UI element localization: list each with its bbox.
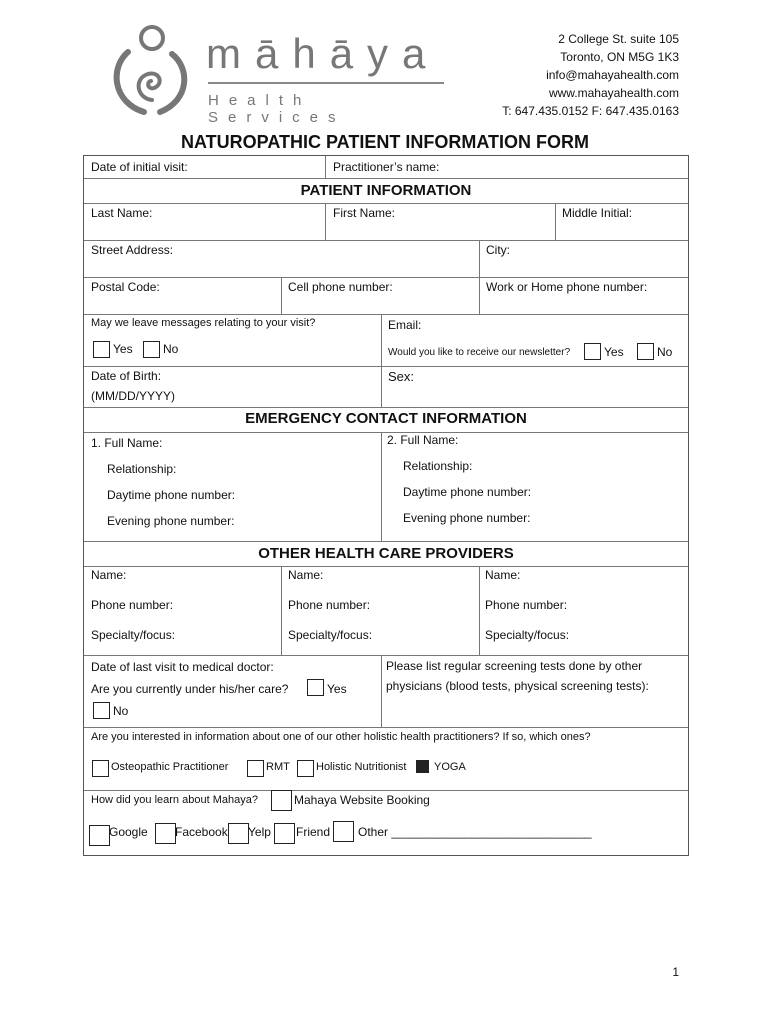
address-line: 2 College St. suite 105 xyxy=(558,32,679,46)
provider3-name-label: Name: xyxy=(485,568,521,582)
screening-tests-label-2: physicians (blood tests, physical screening tests): xyxy=(386,679,649,693)
date-initial-visit-label: Date of initial visit: xyxy=(91,160,188,174)
ec1-relationship-label: Relationship: xyxy=(107,462,177,476)
other-label: Other ______________________________ xyxy=(358,825,592,839)
city-label: City: xyxy=(486,243,510,257)
logo-divider xyxy=(208,82,444,84)
osteopathic-label: Osteopathic Practitioner xyxy=(111,761,229,773)
rmt-label: RMT xyxy=(266,761,290,773)
address-line: Toronto, ON M5G 1K3 xyxy=(560,50,679,64)
messages-no-label: No xyxy=(163,342,179,356)
holistic-question: Are you interested in information about one of our other holistic health practitioners? If so, which ones? xyxy=(91,731,591,743)
ec2-daytime-phone-label: Daytime phone number: xyxy=(403,485,532,499)
ec2-evening-phone-label: Evening phone number: xyxy=(403,511,531,525)
friend-checkbox[interactable] xyxy=(274,823,295,844)
practitioner-name-label: Practitioner’s name: xyxy=(333,160,440,174)
screening-tests-label-1: Please list regular screening tests done by other xyxy=(386,659,643,673)
address-block xyxy=(502,30,679,120)
ec2-full-name-label: 2. Full Name: xyxy=(387,433,459,447)
provider1-name-label: Name: xyxy=(91,568,127,582)
leave-messages-label: May we leave messages relating to your visit? xyxy=(91,317,316,329)
provider3-phone-label: Phone number: xyxy=(485,598,568,612)
newsletter-yes-label: Yes xyxy=(604,345,624,359)
street-address-label: Street Address: xyxy=(91,243,174,257)
google-label: Google xyxy=(109,825,148,839)
dob-label: Date of Birth: xyxy=(91,369,162,383)
provider2-phone-label: Phone number: xyxy=(288,598,371,612)
under-care-label: Are you currently under his/her care? xyxy=(91,682,289,696)
newsletter-label: Would you like to receive our newsletter? xyxy=(388,347,571,358)
email-link[interactable]: info@mahayahealth.com xyxy=(546,68,679,82)
messages-yes-checkbox[interactable] xyxy=(93,341,110,358)
provider3-specialty-label: Specialty/focus: xyxy=(485,628,570,642)
dob-format-label: (MM/DD/YYYY) xyxy=(91,389,175,403)
ec1-full-name-label: 1. Full Name: xyxy=(91,436,163,450)
yelp-label: Yelp xyxy=(248,825,271,839)
mahaya-logo-icon xyxy=(108,22,192,118)
osteopathic-checkbox[interactable] xyxy=(92,760,109,777)
patient-form xyxy=(83,155,689,856)
other-providers-heading: OTHER HEALTH CARE PROVIDERS xyxy=(258,545,514,562)
friend-label: Friend xyxy=(296,825,331,839)
messages-yes-label: Yes xyxy=(113,342,133,356)
rmt-checkbox[interactable] xyxy=(247,760,264,777)
under-care-no-label: No xyxy=(113,704,129,718)
phone-fax: T: 647.435.0152 F: 647.435.0163 xyxy=(502,104,679,118)
website-link[interactable]: www.mahayahealth.com xyxy=(548,86,679,100)
middle-initial-label: Middle Initial: xyxy=(562,206,633,220)
facebook-checkbox[interactable] xyxy=(155,823,176,844)
patient-information-heading: PATIENT INFORMATION xyxy=(300,182,472,199)
under-care-no-checkbox[interactable] xyxy=(93,702,110,719)
last-name-label: Last Name: xyxy=(91,206,153,220)
cell-phone-label: Cell phone number: xyxy=(288,280,393,294)
under-care-yes-label: Yes xyxy=(327,682,347,696)
learn-about-label: How did you learn about Mahaya? xyxy=(91,794,258,806)
website-booking-label: Mahaya Website Booking xyxy=(294,793,430,807)
ec1-daytime-phone-label: Daytime phone number: xyxy=(107,488,236,502)
website-booking-checkbox[interactable] xyxy=(271,790,292,811)
google-checkbox[interactable] xyxy=(89,825,110,846)
first-name-label: First Name: xyxy=(333,206,396,220)
logo-wordmark: māhāya xyxy=(206,30,440,77)
postal-code-label: Postal Code: xyxy=(91,280,160,294)
ec2-relationship-label: Relationship: xyxy=(403,459,473,473)
form-title: NATUROPATHIC PATIENT INFORMATION FORM xyxy=(181,132,589,152)
work-home-phone-label: Work or Home phone number: xyxy=(486,280,648,294)
yoga-checkbox[interactable] xyxy=(416,760,429,773)
logo-subtitle: Health Services xyxy=(208,92,346,126)
email-label: Email: xyxy=(388,318,422,332)
ec1-evening-phone-label: Evening phone number: xyxy=(107,514,235,528)
provider1-specialty-label: Specialty/focus: xyxy=(91,628,176,642)
messages-no-checkbox[interactable] xyxy=(143,341,160,358)
other-checkbox[interactable] xyxy=(333,821,354,842)
mahaya-logo xyxy=(108,22,448,126)
sex-label: Sex: xyxy=(388,369,415,384)
newsletter-yes-checkbox[interactable] xyxy=(584,343,601,360)
page-number: 1 xyxy=(672,965,679,979)
under-care-yes-checkbox[interactable] xyxy=(307,679,324,696)
yelp-checkbox[interactable] xyxy=(228,823,249,844)
facebook-label: Facebook xyxy=(175,825,228,839)
newsletter-no-checkbox[interactable] xyxy=(637,343,654,360)
provider2-specialty-label: Specialty/focus: xyxy=(288,628,373,642)
last-visit-md-label: Date of last visit to medical doctor: xyxy=(91,660,274,674)
yoga-label: YOGA xyxy=(434,761,466,773)
holistic-nutritionist-label: Holistic Nutritionist xyxy=(316,761,407,773)
provider1-phone-label: Phone number: xyxy=(91,598,174,612)
provider2-name-label: Name: xyxy=(288,568,324,582)
newsletter-no-label: No xyxy=(657,345,673,359)
emergency-contact-heading: EMERGENCY CONTACT INFORMATION xyxy=(245,410,527,427)
holistic-nutritionist-checkbox[interactable] xyxy=(297,760,314,777)
